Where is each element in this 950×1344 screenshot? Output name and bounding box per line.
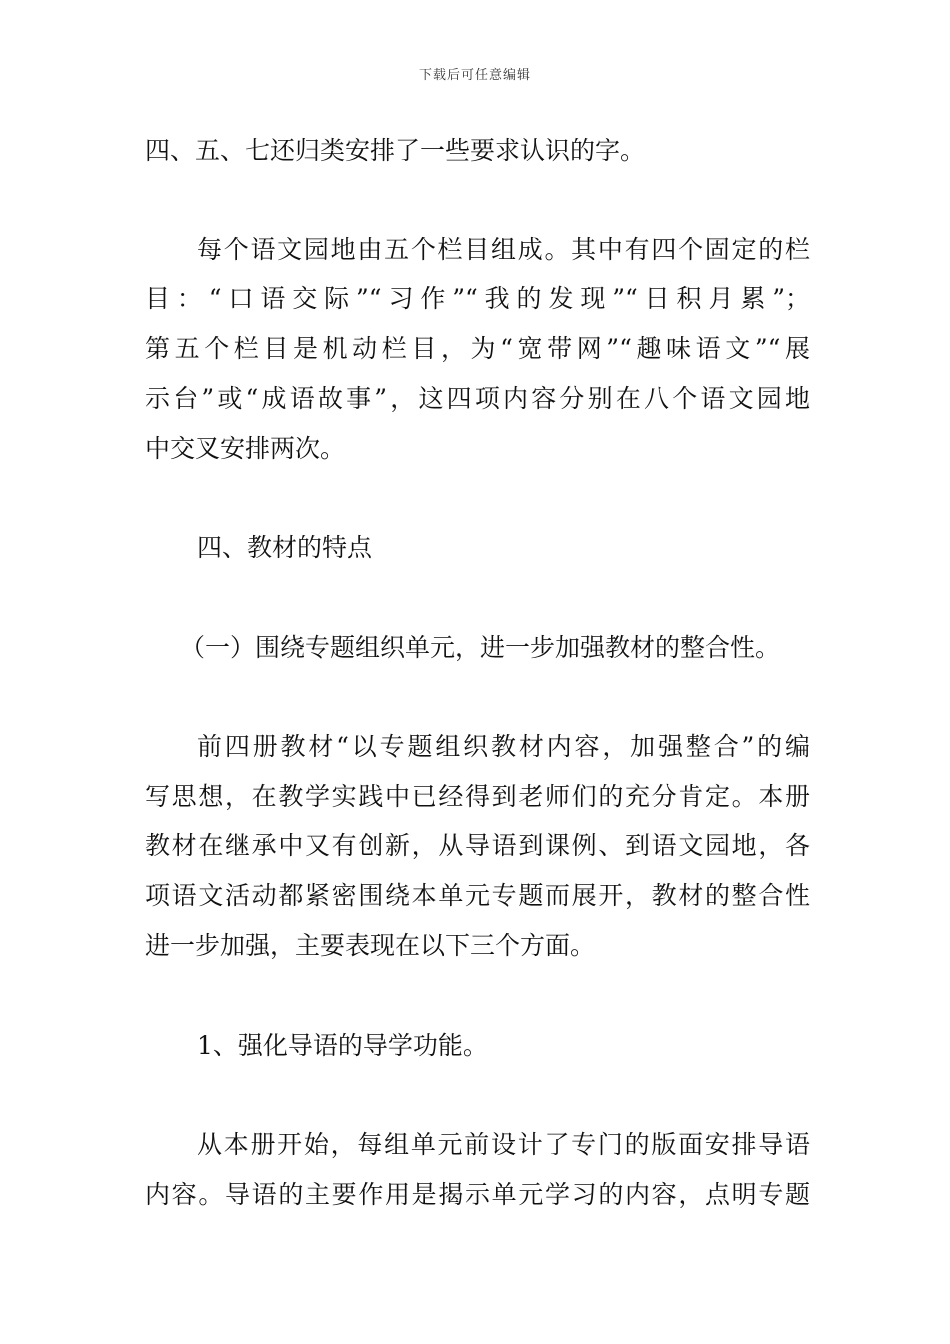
text-line: 教材在继承中又有创新，从导语到课例、到语文园地，各 <box>145 831 810 860</box>
section-heading: 四、教材的特点 <box>197 533 373 562</box>
text-line: 示台”或“成语故事”，这四项内容分别在八个语文园地 <box>145 384 810 413</box>
text-line: 内容。导语的主要作用是揭示单元学习的内容，点明专题 <box>145 1180 810 1209</box>
list-item-heading: 1、强化导语的导学功能。 <box>197 1031 488 1060</box>
text-line: 进一步加强，主要表现在以下三个方面。 <box>145 931 596 960</box>
text-line: 每个语文园地由五个栏目组成。其中有四个固定的栏 <box>197 235 810 264</box>
text-line: 项语文活动都紧密围绕本单元专题而展开，教材的整合性 <box>145 881 810 910</box>
text-line: 目：“口语交际”“习作”“我的发现”“日积月累”； <box>145 284 810 313</box>
text-line: 前四册教材“以专题组织教材内容，加强整合”的编 <box>197 732 810 761</box>
text-line: 中交叉安排两次。 <box>145 434 346 463</box>
page-header: 下载后可任意编辑 <box>418 68 531 83</box>
subsection-heading: （一）围绕专题组织单元，进一步加强教材的整合性。 <box>180 633 781 662</box>
text-line: 从本册开始，每组单元前设计了专门的版面安排导语 <box>197 1130 810 1159</box>
text-line: 四、五、七还归类安排了一些要求认识的字。 <box>145 136 646 165</box>
text-line: 写思想，在教学实践中已经得到老师们的充分肯定。本册 <box>145 782 810 811</box>
text-line: 第五个栏目是机动栏目，为“宽带网”“趣味语文”“展 <box>145 334 810 363</box>
